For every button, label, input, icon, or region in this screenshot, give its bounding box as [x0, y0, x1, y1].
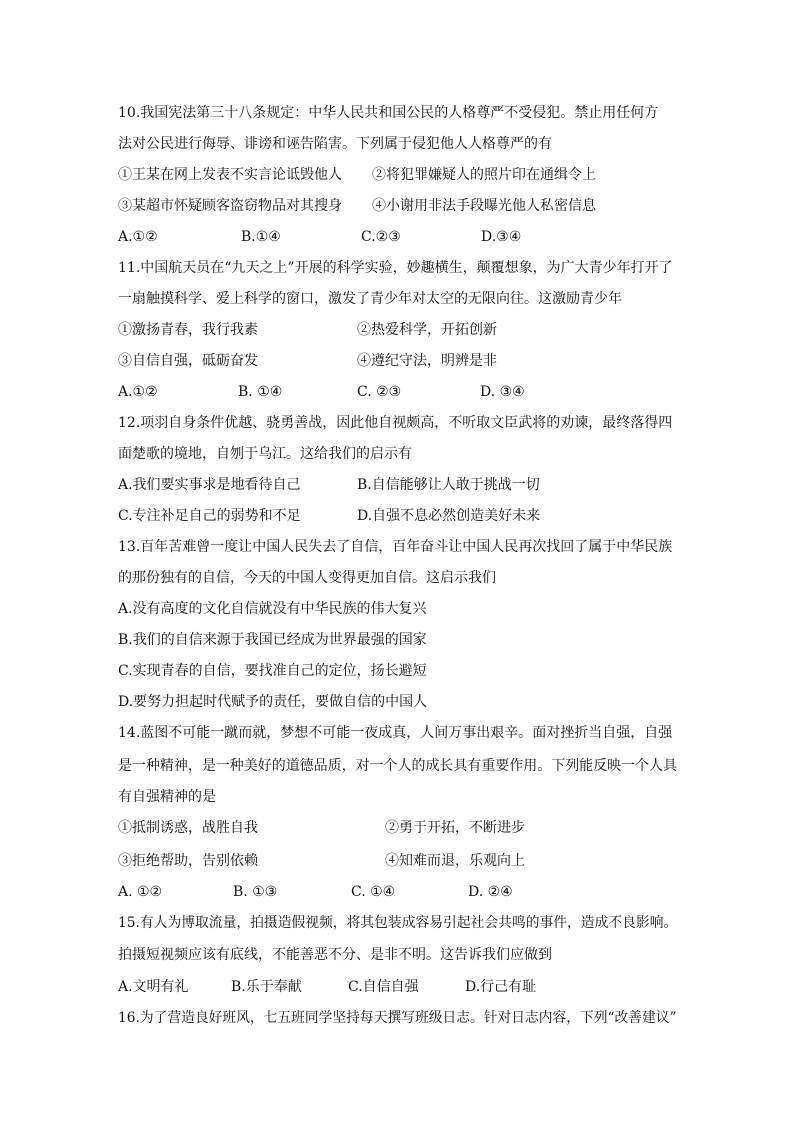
q10-item-1: ①王某在网上发表不实言论诋毁他人: [118, 167, 342, 183]
q14-stem-line2: 是一种精神，是一种美好的道德品质，对一个人的成长具有重要作用。下列能反映一个人具: [118, 758, 677, 774]
q11-item-1: ①激扬青春，我行我素: [118, 322, 258, 338]
q14-item-2: ②勇于开拓，不断进步: [385, 820, 525, 836]
q13-stem-line2: 的那份独有的自信，今天的中国人变得更加自信。这启示我们: [118, 570, 496, 586]
q11-option-d: D. ③④: [480, 384, 525, 400]
q14-option-d: D. ②④: [468, 884, 513, 900]
q13-stem-line1: 13.百年苦难曾一度让中国人民失去了自信，百年奋斗让中国人民再次找回了属于中华民族: [118, 539, 673, 555]
q10-stem-line2: 法对公民进行侮辱、诽谤和诬告陷害。下列属于侵犯他人人格尊严的有: [118, 136, 552, 152]
q14-stem-line1: 14.蓝图不可能一蹴而就，梦想不可能一夜成真，人间万事出艰辛。面对挫折当自强，自强: [118, 725, 673, 741]
q10-stem-line1: 10.我国宪法第三十八条规定：中华人民共和国公民的人格尊严不受侵犯。禁止用任何方: [118, 105, 659, 121]
q10-option-d: D.③④: [481, 229, 522, 245]
q13-option-b: B.我们的自信来源于我国已经成为世界最强的国家: [118, 632, 427, 648]
q13-option-d: D.要努力担起时代赋予的责任，要做自信的中国人: [118, 694, 428, 710]
q14-option-c: C. ①④: [351, 884, 396, 900]
q10-option-a: A.①②: [118, 229, 158, 245]
q11-option-b: B. ①④: [238, 384, 283, 400]
q15-option-b: B.乐于奉献: [231, 979, 302, 995]
q14-item-4: ④知难而退，乐观向上: [385, 853, 525, 869]
q15-option-d: D.行己有耻: [465, 979, 537, 995]
q11-stem-line2: 一扇触摸科学、爱上科学的窗口，激发了青少年对太空的无限向往。这激励青少年: [118, 291, 622, 307]
q14-item-1: ①抵制诱惑，战胜自我: [118, 820, 258, 836]
q15-option-a: A.文明有礼: [118, 979, 189, 995]
q13-option-c: C.实现青春的自信，要找准自己的定位，扬长避短: [118, 663, 427, 679]
q10-item-2: ②将犯罪嫌疑人的照片印在通缉令上: [372, 167, 596, 183]
q12-stem-line2: 面楚歌的境地，自刎于乌江。这给我们的启示有: [118, 446, 412, 462]
q10-item-4: ④小谢用非法手段曝光他人私密信息: [372, 198, 596, 214]
q12-option-a: A.我们要实事求是地看待自己: [118, 477, 301, 493]
q11-item-4: ④遵纪守法，明辨是非: [357, 353, 497, 369]
q10-item-3: ③某超市怀疑顾客盗窃物品对其搜身: [118, 198, 342, 214]
q12-option-d: D.自强不息必然创造美好未来: [357, 508, 541, 524]
q12-stem-line1: 12.项羽自身条件优越、骁勇善战，因此他自视颇高，不听取文臣武将的劝谏，最终落得四: [118, 415, 673, 431]
q11-option-a: A.①②: [118, 384, 158, 400]
q16-stem-line1: 16.为了营造良好班风，七五班同学坚持每天撰写班级日志。针对日志内容，下列“改善建议”: [118, 1010, 677, 1026]
q13-option-a: A.没有高度的文化自信就没有中华民族的伟大复兴: [118, 601, 427, 617]
q11-item-2: ②热爱科学，开拓创新: [357, 322, 497, 338]
q14-option-b: B. ①③: [233, 884, 278, 900]
q15-stem-line1: 15.有人为博取流量，拍摄造假视频，将其包装成容易引起社会共鸣的事件，造成不良影响。: [118, 915, 678, 931]
q15-option-c: C.自信自强: [348, 979, 419, 995]
q12-option-b: B.自信能够让人敢于挑战一切: [357, 477, 540, 493]
q10-option-c: C.②③: [361, 229, 401, 245]
q11-stem-line1: 11.中国航天员在“九天之上”开展的科学实验，妙趣横生，颠覆想象，为广大青少年打开了: [118, 260, 673, 276]
q11-option-c: C. ②③: [357, 384, 402, 400]
q14-stem-line3: 有自强精神的是: [118, 789, 216, 805]
q14-item-3: ③拒绝帮助，告别依赖: [118, 853, 258, 869]
q10-option-b: B.①④: [241, 229, 281, 245]
q15-stem-line2: 拍摄短视频应该有底线，不能善恶不分、是非不明。这告诉我们应做到: [118, 947, 552, 963]
q12-option-c: C.专注补足自己的弱势和不足: [118, 508, 301, 524]
q11-item-3: ③自信自强，砥砺奋发: [118, 353, 258, 369]
q14-option-a: A. ①②: [118, 884, 163, 900]
